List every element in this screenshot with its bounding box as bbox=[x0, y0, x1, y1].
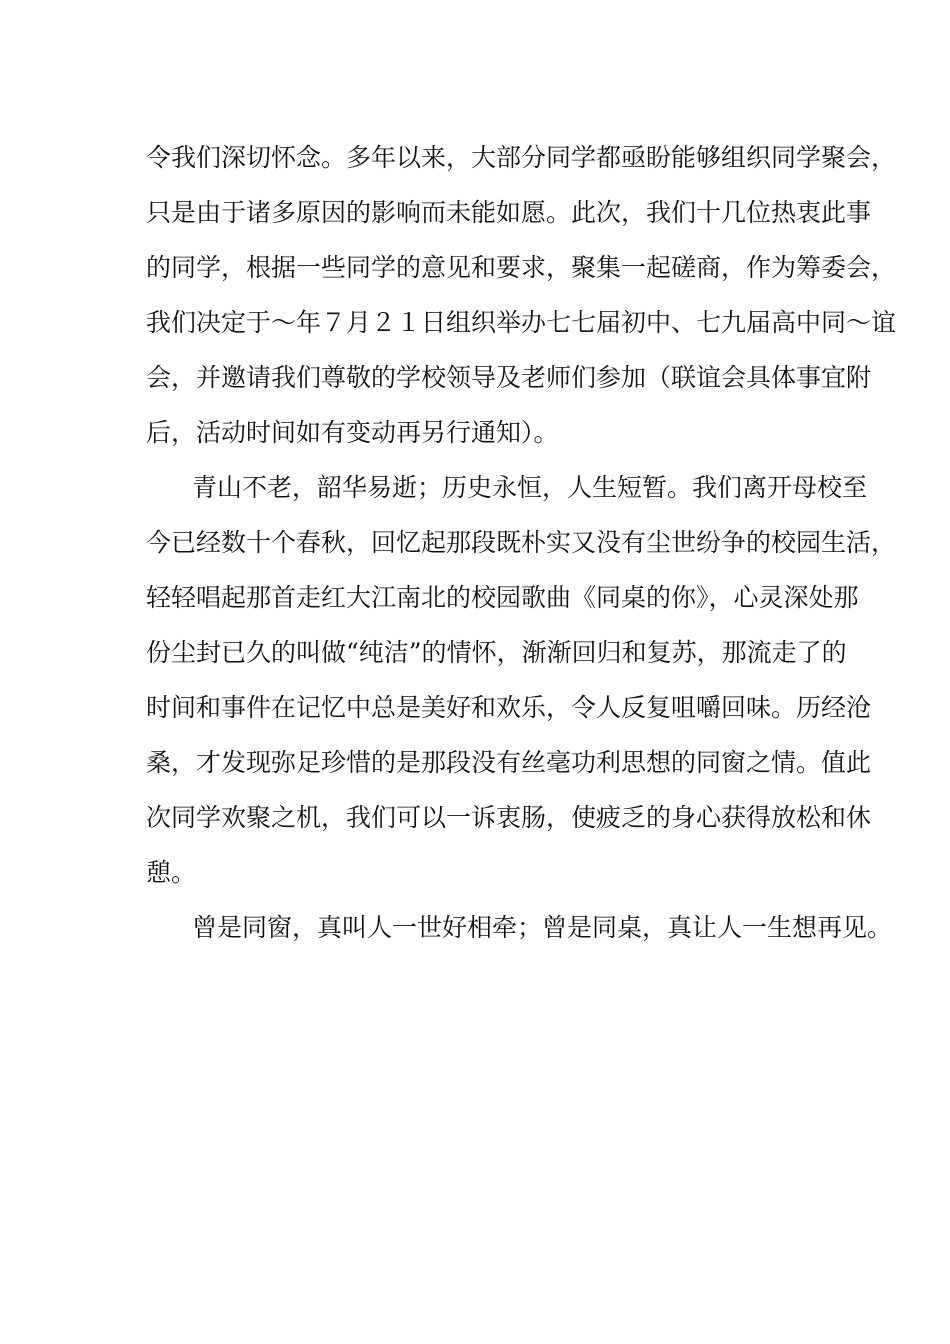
paragraph-1-line-5: 会，并邀请我们尊敬的学校领导及老师们参加（联谊会具体事宜附 bbox=[146, 363, 872, 392]
paragraph-1-line-2: 只是由于诸多原因的影响而未能如愿。此次，我们十几位热衷此事 bbox=[146, 198, 872, 227]
paragraph-2-line-2: 今已经数十个春秋，回忆起那段既朴实又没有尘世纷争的校园生活， bbox=[146, 528, 897, 557]
paragraph-2-line-7: 次同学欢聚之机，我们可以一诉衷肠，使疲乏的身心获得放松和休 bbox=[146, 803, 872, 832]
paragraph-2-line-4: 份尘封已久的叫做“纯洁”的情怀，渐渐回归和复苏，那流走了的 bbox=[146, 638, 847, 667]
paragraph-1-line-1: 令我们深切怀念。多年以来，大部分同学都亟盼能够组织同学聚会， bbox=[146, 143, 897, 172]
paragraph-2-line-5: 时间和事件在记忆中总是美好和欢乐，令人反复咀嚼回味。历经沧 bbox=[146, 693, 872, 722]
paragraph-1-line-3: 的同学，根据一些同学的意见和要求，聚集一起磋商，作为筹委会， bbox=[146, 253, 897, 282]
paragraph-2-line-3: 轻轻唱起那首走红大江南北的校园歌曲《同桌的你》，心灵深处那 bbox=[146, 583, 859, 612]
paragraph-2-line-8: 憩。 bbox=[146, 858, 197, 887]
paragraph-3-line-1: 曾是同窗，真叫人一世好相牵；曾是同桌，真让人一生想再见。 bbox=[192, 913, 893, 942]
paragraph-1-line-6: 后，活动时间如有变动再另行通知）。 bbox=[146, 418, 559, 447]
document-body bbox=[146, 130, 897, 955]
paragraph-2-line-1: 青山不老，韶华易逝；历史永恒，人生短暂。我们离开母校至 bbox=[192, 473, 868, 502]
paragraph-2-line-6: 桑，才发现弥足珍惜的是那段没有丝毫功利思想的同窗之情。值此 bbox=[146, 748, 872, 777]
paragraph-1-line-4: 我们决定于～年７月２１日组织举办七七届初中、七九届高中同～谊 bbox=[146, 308, 897, 337]
